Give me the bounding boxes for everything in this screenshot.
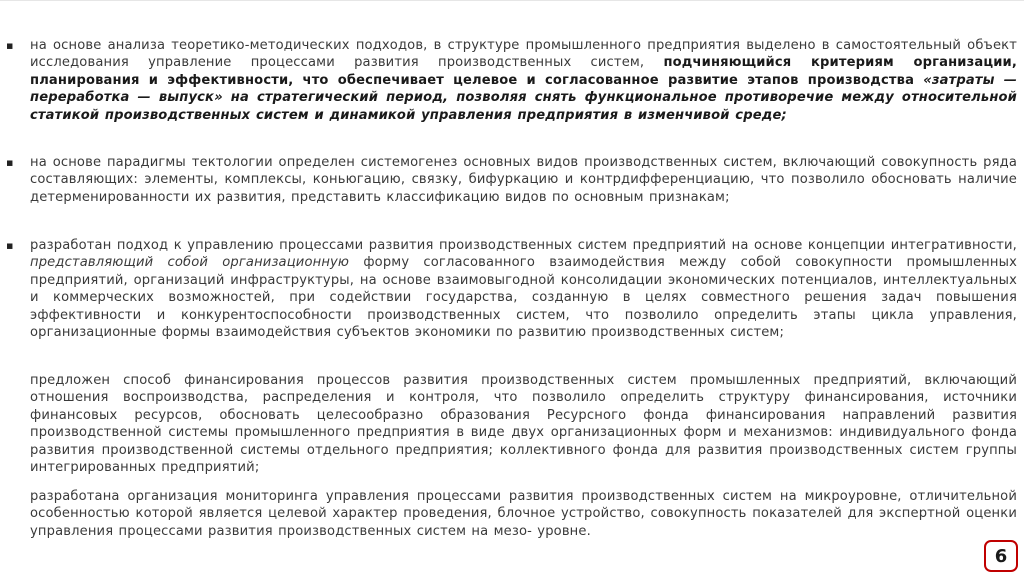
item-5-text: разработана организация мониторинга управления процессами развития производственных систем на микроуровне, отличительной особенностью которой является целевой характер проведения, блочное устройство, совокупность показателей для экспертной оценки управления процессами развития производственных систем на мезо- уровне. [30, 489, 1017, 539]
paragraph-item-4 [30, 372, 1017, 476]
top-divider [0, 0, 1024, 1]
page-number: 6 [994, 545, 1008, 567]
paragraph-item-5 [30, 488, 1017, 540]
item-3-text-cont: форму согласованного взаимодействия между собой совокупности промышленных предприятий, организаций инфраструктуры, на основе взаимовыгодной консолидации экономических потенциалов, интеллектуальных и коммерческих возможностей, при содействии государства, созданную в целях совместного решения задач повышения эффективности и конкурентоспособности производственных систем, что позволило определить этапы цикла управления, организационные формы взаимодействия субъектов экономики по развитию производственных систем; [30, 255, 1017, 341]
item-3-text: разработан подход к управлению процессами развития производственных систем предприятий на основе концепции интегративности, [30, 238, 1017, 253]
item-1-text: на основе анализа теоретико-методических подходов, в структуре промышленного предприятия выделено в самостоятельный объект исследования управление процессами развития производственных систем, [30, 38, 1017, 71]
page-number-badge [984, 540, 1018, 572]
item-3-italic-text: представляющий собой организационную [30, 255, 350, 271]
bullet-item-3 [30, 237, 1017, 341]
bullet-item-2 [30, 154, 1017, 206]
item-4-text: предложен способ финансирования процессов развития производственных систем промышленных предприятий, включающий отношения воспроизводства, распределения и контроля, что позволило определить структуру финансирования, источники финансовых ресурсов, обосновать целесообразно образования Ресурсного фонда финансирования направлений развития производственной системы промышленного предприятия в виде двух организационных форм и механизмов: индивидуального фонда развития производственной системы отдельного предприятия; коллективного фонда для развития производственных систем группы интегрированных предприятий; [30, 373, 1017, 476]
item-1-bold-italic-quote: «затраты — переработка — выпуск» [30, 72, 1017, 106]
item-1-bold-italic-text: на стратегический период, позволяя снять функциональное противоречие между относительной статикой производственных систем и динамикой управления предприятия в изменчивой среде; [30, 90, 1017, 123]
item-2-text: на основе парадигмы тектологии определен системогенез основных видов производственных систем, включающий совокупность ряда составляющих: элементы, комплексы, коньюгацию, связку, бифуркацию и контрдифференциацию, что позволило обосновать наличие детерменированности их развития, представить классификацию видов по основным признакам; [30, 155, 1017, 205]
item-1-bold-text: подчиняющийся критериям организации, планирования и эффективности, что обеспечивает целевое и согласованное развитие этапов производства [30, 55, 1017, 88]
bullet-item-1 [30, 37, 1017, 124]
